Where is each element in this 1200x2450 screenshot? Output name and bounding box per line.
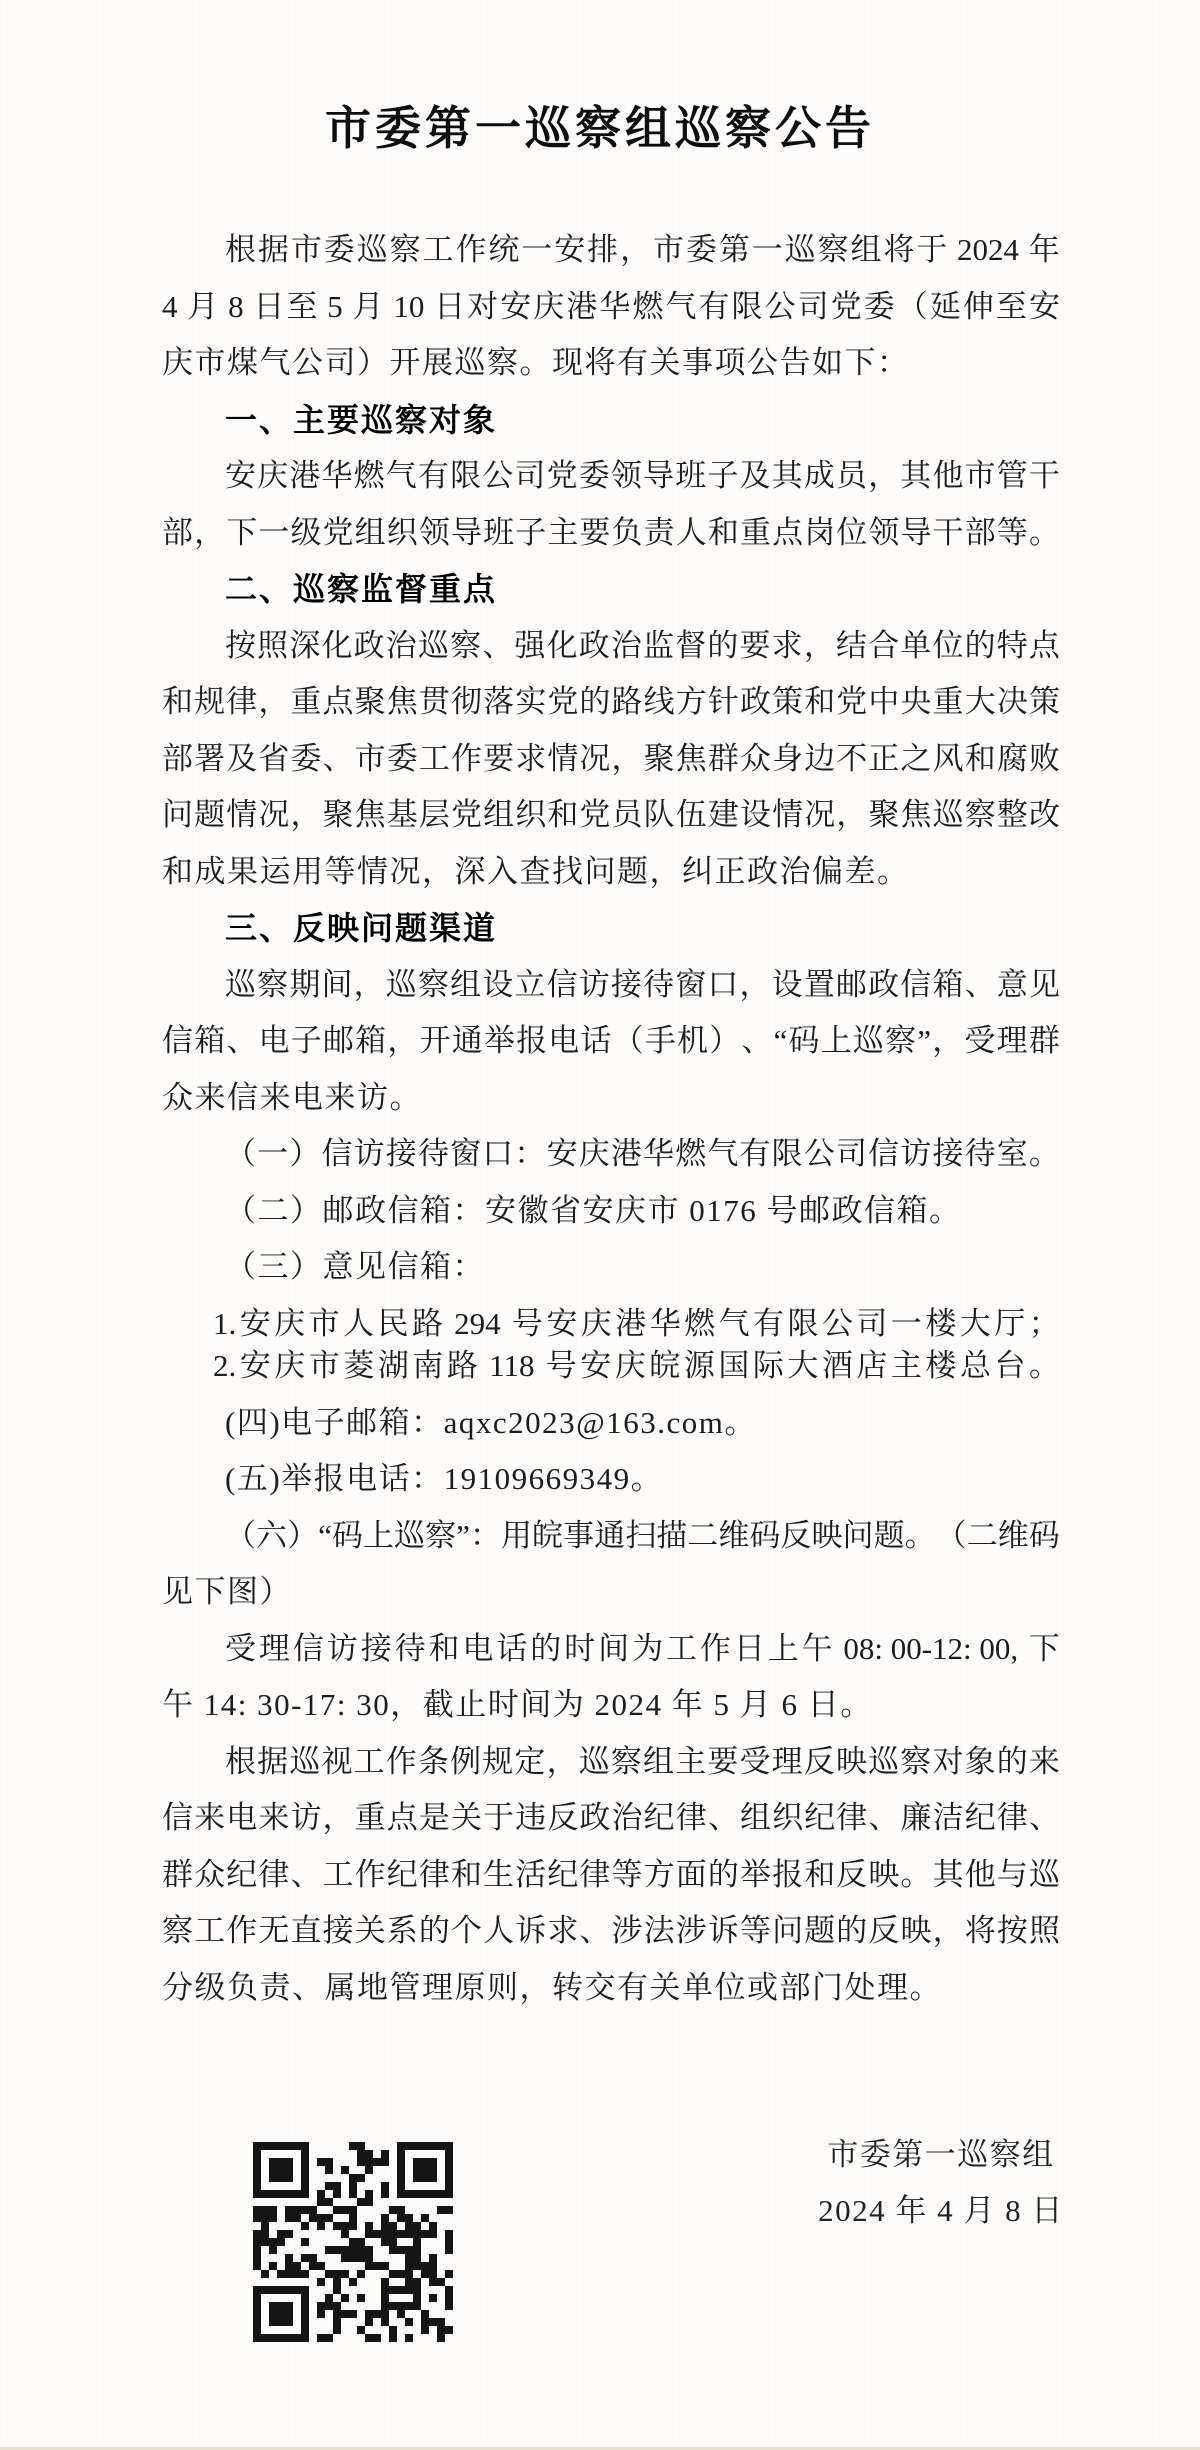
text-line: 察 工 作 无 直 接 关 系 的 个 人 诉 求 、 涉 法 涉 诉 等 问 题 的 反 映 ， 将 按 照: [162, 1913, 1060, 1948]
text-line: 巡 察 期 间 ， 巡 察 组 设 立 信 访 接 待 窗 口 ， 设 置 邮 政 信 箱 、 意 见: [225, 966, 1060, 1002]
text-line: 众来信来电来访。: [162, 1079, 422, 1115]
text-line: （ 一 ） 信 访 接 待 窗 口 ： 安 庆 港 华 燃 气 有 限 公 司 信 访 接 待 室 。: [225, 1136, 1060, 1171]
text-line: 根 据 巡 视 工 作 条 例 规 定 ， 巡 察 组 主 要 受 理 反 映 巡 察 对 象 的 来: [225, 1743, 1060, 1779]
text-line: 和 规 律 ， 重 点 聚 焦 贯 彻 落 实 党 的 路 线 方 针 政 策 和 党 中 央 重 大 决 策: [162, 684, 1060, 719]
text-line: 信 箱 、 电 子 邮 箱 ， 开 通 举 报 电 话 （ 手 机 ） 、 “ 码 上 巡 察 ” ， 受 理 群: [162, 1023, 1060, 1058]
text-line: 见下图）: [162, 1574, 292, 1609]
qr-code: [253, 2142, 453, 2342]
qr-code-icon: [253, 2142, 453, 2342]
text-line: (四)电子邮箱：aqxc2023@163.com。: [225, 1404, 757, 1440]
document-body: [162, 222, 1060, 2016]
text-line: 受 理 信 访 接 待 和 电 话 的 时 间 为 工 作 日 上 午 08: 00-12: 00, 下: [225, 1630, 1060, 1666]
text-line: （二）邮政信箱：安徽省安庆市 0176 号邮政信箱。: [225, 1192, 962, 1228]
text-line: 4 月 8 日 至 5 月 10 日 对 安 庆 港 华 燃 气 有 限 公 司 党 委 （ 延 伸 至 安: [162, 288, 1060, 324]
text-line: 问 题 情 况 ， 聚 焦 基 层 党 组 织 和 党 员 队 伍 建 设 情 况 ， 聚 焦 巡 察 整 改: [162, 797, 1060, 832]
text-line: （ 六 ） “ 码 上 巡 察 ” ： 用 皖 事 通 扫 描 二 维 码 反 映 问 题 。 （ 二 维 码: [225, 1517, 1060, 1553]
text-line: 按 照 深 化 政 治 巡 察 、 强 化 政 治 监 督 的 要 求 ， 结 合 单 位 的 特 点: [225, 627, 1060, 663]
text-line: 三、反映问题渠道: [225, 910, 498, 946]
text-line: 1. 安 庆 市 人 民 路 294 号 安 庆 港 华 燃 气 有 限 公 司 一 楼 大 厅 ；: [213, 1305, 1060, 1341]
text-line: （三）意见信箱：: [225, 1249, 485, 1284]
text-line: (五)举报电话：19109669349。: [225, 1461, 664, 1496]
text-line: 午 14: 30-17: 30，截止时间为 2024 年 5 月 6 日。: [162, 1687, 873, 1722]
signature-org: 市委第一巡察组: [827, 2137, 1055, 2172]
text-line: 群 众 纪 律 、 工 作 纪 律 和 生 活 纪 律 等 方 面 的 举 报 和 反 映 。 其 他 与 巡: [162, 1856, 1060, 1892]
text-line: 庆市煤气公司）开展巡察。现将有关事项公告如下：: [162, 345, 910, 380]
text-line: 一、主要巡察对象: [225, 401, 498, 438]
text-line: 分级负责、属地管理原则，转交有关单位或部门处理。: [162, 1969, 942, 2005]
text-line: 和成果运用等情况，深入查找问题，纠正政治偏差。: [162, 853, 910, 889]
signature-block: [818, 2127, 1064, 2239]
text-line: 根 据 市 委 巡 察 工 作 统 一 安 排 ， 市 委 第 一 巡 察 组 将 于 2024 年: [225, 232, 1060, 267]
text-line: 2. 安 庆 市 菱 湖 南 路 118 号 安 庆 皖 源 国 际 大 酒 店 主 楼 总 台 。: [213, 1348, 1060, 1383]
document-title: 市委第一巡察组巡察公告: [325, 103, 875, 154]
signature-date: 2024 年 4 月 8 日: [818, 2193, 1064, 2228]
text-line: 部 署 及 省 委 、 市 委 工 作 要 求 情 况 ， 聚 焦 群 众 身 边 不 正 之 风 和 腐 败: [162, 740, 1060, 776]
text-line: 部 ， 下 一 级 党 组 织 领 导 班 子 主 要 负 责 人 和 重 点 岗 位 领 导 干 部 等 。: [162, 514, 1060, 550]
text-line: 二、巡察监督重点: [225, 571, 498, 607]
text-line: 安 庆 港 华 燃 气 有 限 公 司 党 委 领 导 班 子 及 其 成 员 ， 其 他 市 管 干: [225, 458, 1060, 493]
text-line: 信 来 电 来 访 ， 重 点 是 关 于 违 反 政 治 纪 律 、 组 织 纪 律 、 廉 洁 纪 律 、: [162, 1800, 1060, 1835]
